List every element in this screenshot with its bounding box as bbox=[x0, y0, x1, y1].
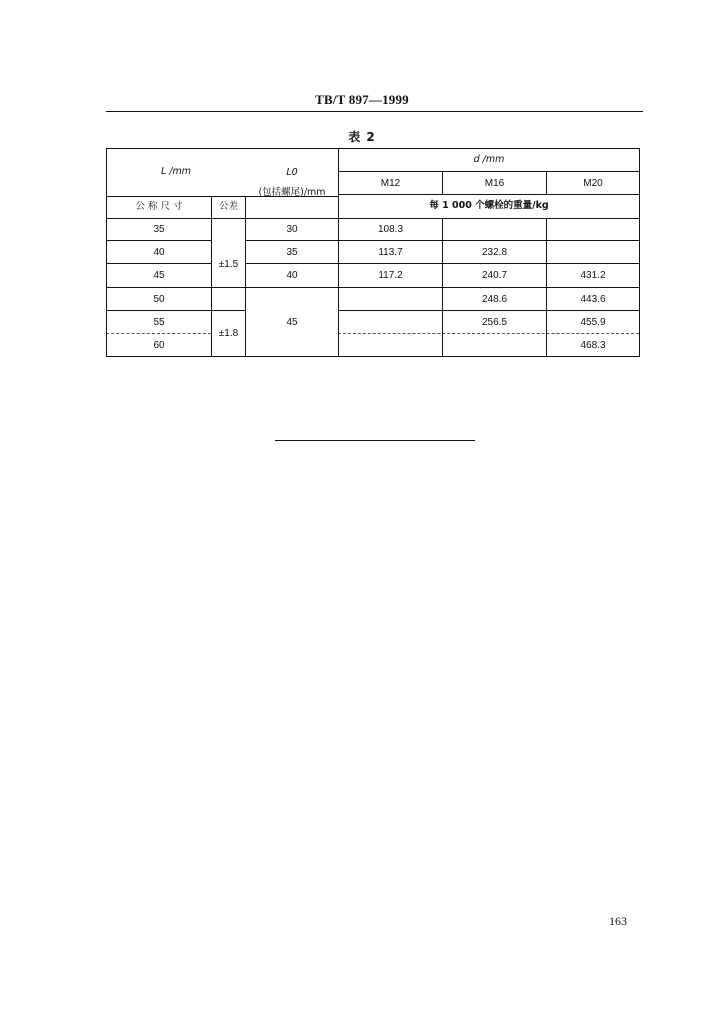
header-m16: M16 bbox=[484, 177, 505, 189]
nominal-cell: 35 bbox=[153, 224, 165, 235]
m12-weight-cell: 113.7 bbox=[378, 246, 403, 258]
l0-cell: 35 bbox=[286, 246, 298, 258]
m16-weight-cell: 232.8 bbox=[481, 246, 508, 258]
nominal-cell: 40 bbox=[153, 246, 165, 258]
l0-cell: 40 bbox=[286, 270, 298, 281]
m16-weight-cell bbox=[443, 219, 546, 240]
header-l: L /mm bbox=[160, 165, 192, 177]
page-number: 163 bbox=[609, 914, 627, 928]
header-l0-label: L0 bbox=[286, 166, 298, 178]
table-border-bottom bbox=[106, 356, 639, 357]
header-nominal: 公 称 尺 寸 bbox=[135, 201, 183, 213]
table-border-right bbox=[639, 148, 640, 357]
nominal-cell: 55 bbox=[153, 316, 165, 328]
nominal-cell: 50 bbox=[153, 293, 165, 305]
table-caption: 表 2 bbox=[348, 130, 376, 144]
m20-weight-cell: 455.9 bbox=[580, 316, 606, 328]
m16-weight-cell bbox=[443, 334, 546, 356]
tolerance-cell: ±1.5 bbox=[218, 259, 239, 270]
m16-weight-cell: 240.7 bbox=[481, 270, 508, 281]
m20-weight-cell: 468.3 bbox=[580, 339, 606, 351]
nominal-cell: 60 bbox=[153, 339, 165, 351]
m20-weight-cell: 443.6 bbox=[580, 293, 606, 305]
header-m20: M20 bbox=[583, 177, 603, 189]
m16-weight-cell: 248.6 bbox=[481, 293, 508, 305]
tolerance-cell: ±1.8 bbox=[218, 328, 239, 339]
m20-weight-cell bbox=[547, 241, 639, 263]
header-m12: M12 bbox=[380, 177, 401, 189]
nominal-cell: 45 bbox=[153, 270, 165, 281]
m20-weight-cell bbox=[547, 219, 639, 240]
header-tolerance: 公差 bbox=[218, 201, 238, 213]
m12-weight-cell: 117.2 bbox=[378, 270, 403, 281]
l0-cell: 45 bbox=[286, 316, 298, 328]
header-d: d /mm bbox=[473, 153, 505, 165]
m12-weight-cell bbox=[339, 288, 442, 310]
m12-weight-cell bbox=[339, 334, 442, 356]
header-weight: 每 1 000 个螺栓的重量/kg bbox=[429, 200, 549, 212]
header-l0-note: (包括螺尾)/mm bbox=[258, 186, 326, 198]
m20-weight-cell: 431.2 bbox=[580, 270, 606, 281]
m12-weight-cell bbox=[339, 311, 442, 333]
m16-weight-cell: 256.5 bbox=[481, 316, 508, 328]
end-of-standard-rule bbox=[275, 440, 475, 441]
header-l0-symbol bbox=[246, 164, 338, 182]
m12-weight-cell: 108.3 bbox=[377, 224, 404, 235]
standard-code: TB/T 897—1999 bbox=[315, 92, 409, 107]
l0-cell: 30 bbox=[286, 224, 298, 235]
